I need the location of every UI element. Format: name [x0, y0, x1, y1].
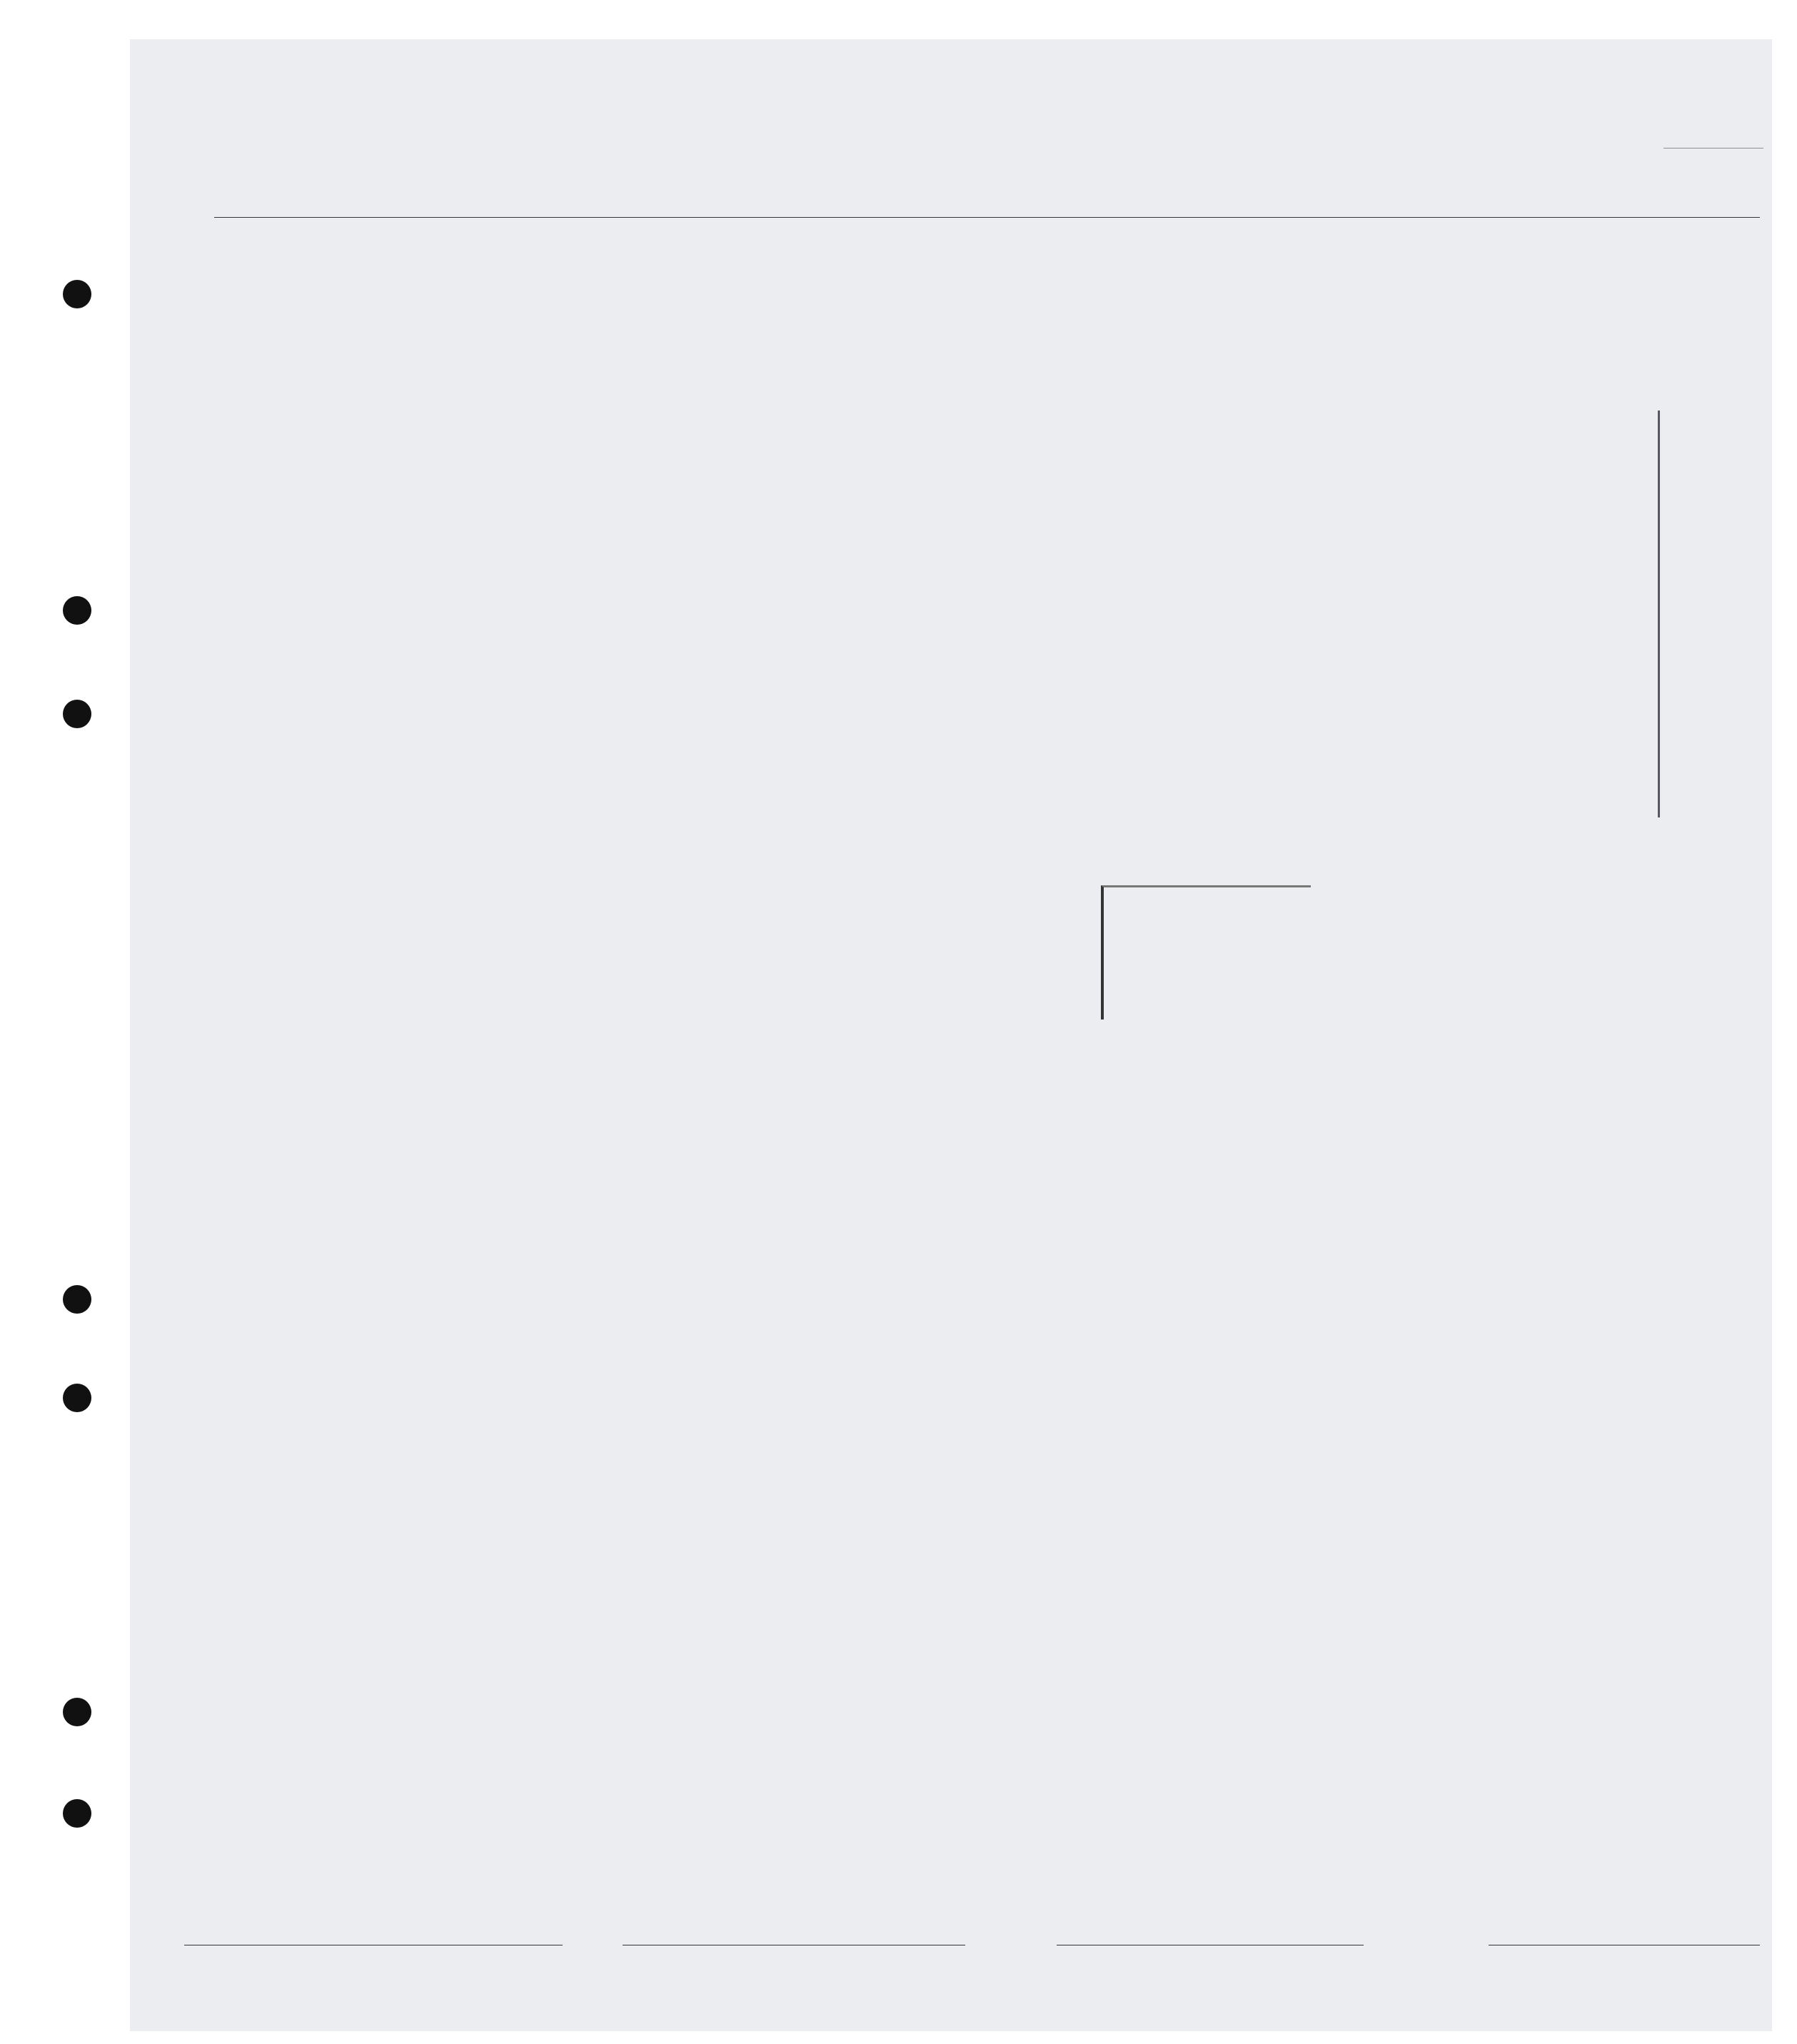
- officer-bracket: [1658, 411, 1660, 817]
- office-stamp-box: [1101, 885, 1311, 1020]
